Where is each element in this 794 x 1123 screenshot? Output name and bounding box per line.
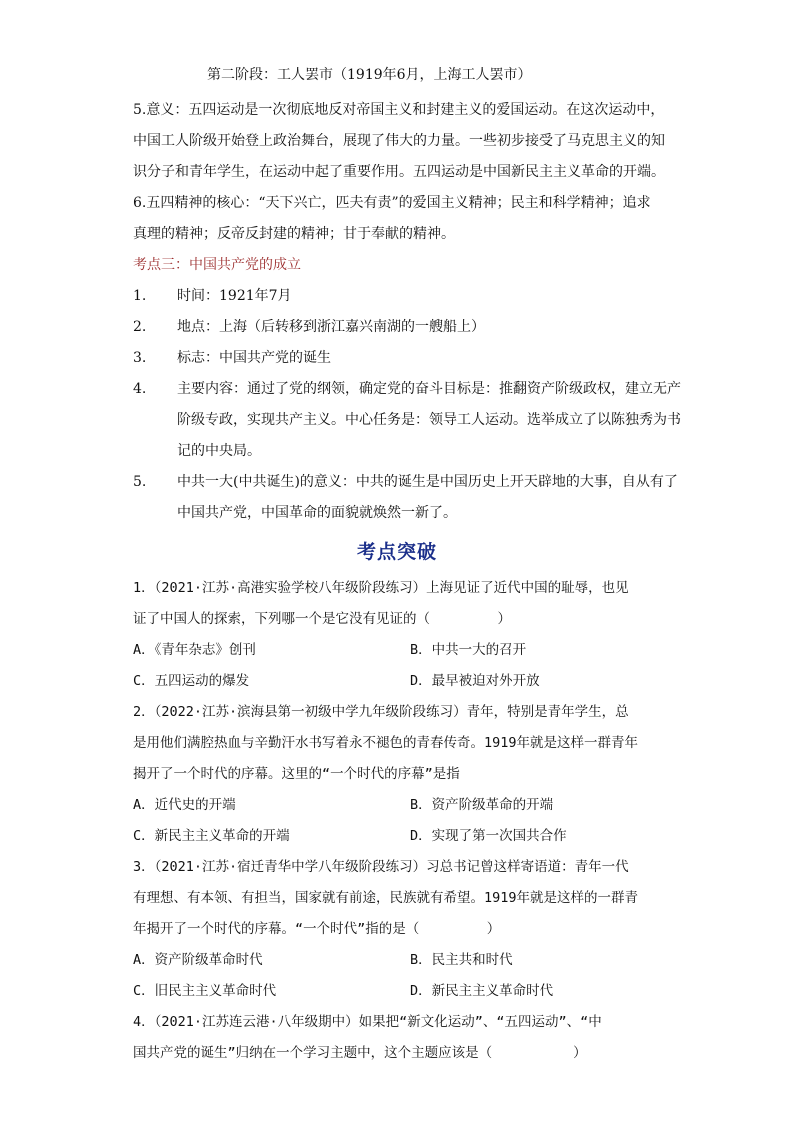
option-c: C．新民主主义革命的开端 bbox=[133, 828, 290, 844]
question-4-line-1: 4．（2021·江苏连云港·八年级期中）如果把“新文化运动”、“五四运动”、“中 bbox=[133, 1014, 602, 1030]
list-text: 主要内容：通过了党的纲领，确定党的奋斗目标是：推翻资产阶级政权，建立无产 bbox=[177, 381, 681, 397]
question-3-line-1: 3．（2021·江苏·宿迁青华中学八年级阶段练习）习总书记曾这样寄语道：青年一代 bbox=[133, 859, 629, 875]
list-text: 时间：1921年7月 bbox=[177, 288, 292, 304]
option-b: B．民主共和时代 bbox=[410, 952, 513, 968]
list-num: 5. bbox=[133, 474, 147, 490]
significance-line-1: 5.意义：五四运动是一次彻底地反对帝国主义和封建主义的爱国运动。在这次运动中， bbox=[133, 102, 665, 118]
option-d: D．最早被迫对外开放 bbox=[410, 673, 540, 689]
question-2-line-2: 是用他们满腔热血与辛勤汗水书写着永不褪色的青春传奇。1919年就是这样一群青年 bbox=[133, 735, 639, 751]
question-2-line-1: 2．（2022·江苏·滨海县第一初级中学九年级阶段练习）青年，特别是青年学生，总 bbox=[133, 704, 629, 720]
list-num: 2. bbox=[133, 319, 147, 335]
spirit-line-2: 真理的精神；反帝反封建的精神；甘于奉献的精神。 bbox=[133, 226, 455, 242]
list-text: 中共一大(中共诞生)的意义：中共的诞生是中国历史上开天辟地的大事，自从有了 bbox=[177, 474, 678, 490]
list-item bbox=[133, 348, 331, 368]
breakthrough-title: 考点突破 bbox=[356, 541, 437, 563]
list-text-cont: 阶级专政，实现共产主义。中心任务是：领导工人运动。选举成立了以陈独秀为书 bbox=[177, 412, 681, 428]
list-item bbox=[133, 317, 485, 337]
question-1-line-2: 证了中国人的探索，下列哪一个是它没有见证的（ ） bbox=[133, 611, 511, 627]
list-item bbox=[133, 379, 681, 399]
list-text: 标志：中国共产党的诞生 bbox=[177, 350, 331, 366]
question-3-line-3: 年揭开了一个时代的序幕。“一个时代”指的是（ ） bbox=[133, 921, 501, 937]
list-text: 地点：上海（后转移到浙江嘉兴南湖的一艘船上） bbox=[177, 319, 485, 335]
list-item bbox=[133, 286, 292, 306]
stage2-line: 第二阶段：工人罢市（1919年6月，上海工人罢市） bbox=[207, 67, 532, 83]
option-c: C．旧民主主义革命时代 bbox=[133, 983, 277, 999]
list-num: 4. bbox=[133, 381, 147, 397]
option-b: B．中共一大的召开 bbox=[410, 642, 527, 658]
option-a: A．资产阶级革命时代 bbox=[133, 952, 263, 968]
list-num: 1. bbox=[133, 288, 147, 304]
option-a: A．近代史的开端 bbox=[133, 797, 236, 813]
list-text-cont: 记的中央局。 bbox=[177, 443, 261, 459]
option-a: A．《青年杂志》创刊 bbox=[133, 642, 256, 658]
list-text-cont: 中国共产党，中国革命的面貌就焕然一新了。 bbox=[177, 505, 457, 521]
question-2-line-3: 揭开了一个时代的序幕。这里的“一个时代的序幕”是指 bbox=[133, 766, 460, 782]
option-b: B．资产阶级革命的开端 bbox=[410, 797, 554, 813]
question-4-line-2: 国共产党的诞生”归纳在一个学习主题中，这个主题应该是（ ） bbox=[133, 1045, 587, 1061]
option-c: C．五四运动的爆发 bbox=[133, 673, 250, 689]
question-1-line-1: 1．（2021·江苏·高港实验学校八年级阶段练习）上海见证了近代中国的耻辱，也见 bbox=[133, 580, 629, 596]
option-d: D．新民主主义革命时代 bbox=[410, 983, 554, 999]
option-d: D．实现了第一次国共合作 bbox=[410, 828, 567, 844]
question-3-line-2: 有理想、有本领、有担当，国家就有前途，民族就有希望。1919年就是这样的一群青 bbox=[133, 890, 639, 906]
spirit-line-1: 6.五四精神的核心：“天下兴亡，匹夫有责”的爱国主义精神；民主和科学精神；追求 bbox=[133, 195, 651, 211]
significance-line-3: 识分子和青年学生，在运动中起了重要作用。五四运动是中国新民主主义革命的开端。 bbox=[133, 164, 665, 180]
significance-line-2: 中国工人阶级开始登上政治舞台，展现了伟大的力量。一些初步接受了马克思主义的知 bbox=[133, 133, 665, 149]
list-num: 3. bbox=[133, 350, 147, 366]
list-item bbox=[133, 472, 678, 492]
section3-heading: 考点三：中国共产党的成立 bbox=[133, 257, 301, 273]
